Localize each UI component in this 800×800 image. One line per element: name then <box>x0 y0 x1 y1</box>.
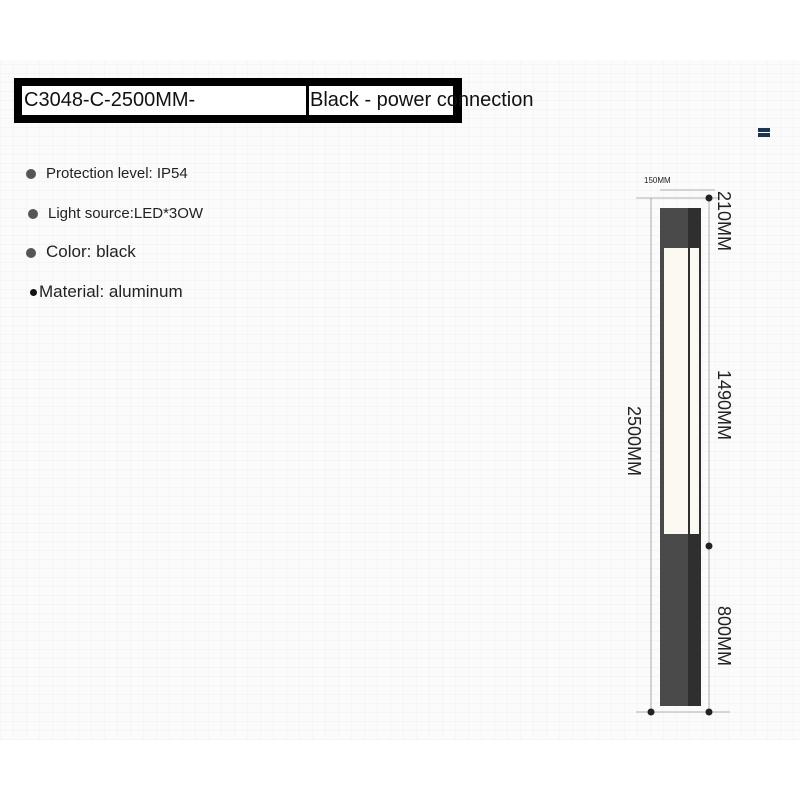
spec-item <box>30 282 183 302</box>
spec-item <box>26 165 188 182</box>
total-height-label: 2500MM <box>624 406 644 477</box>
bullet-icon <box>30 289 37 296</box>
dimension-point <box>706 195 713 202</box>
dimension-point <box>706 709 713 716</box>
bullet-icon <box>28 209 38 219</box>
menu-icon <box>758 128 770 137</box>
top-cap-label: 210MM <box>714 191 734 252</box>
lamp-light-panel <box>664 248 688 534</box>
spec-item <box>26 242 136 262</box>
lamp-light-panel-side <box>690 248 699 534</box>
bullet-icon <box>26 169 36 179</box>
spec-label: Color: black <box>46 242 136 261</box>
width-label: 150MM <box>644 176 671 185</box>
spec-label: Light source:LED*3OW <box>48 205 204 222</box>
product-model-title: C3048-C-2500MM- <box>24 89 196 111</box>
spec-label: Material: aluminum <box>39 282 183 301</box>
spec-item <box>28 205 203 222</box>
dimension-point <box>648 709 655 716</box>
base-section-label: 800MM <box>714 606 734 667</box>
product-variant-title: Black - power connection <box>310 89 534 111</box>
bullet-icon <box>26 248 36 258</box>
light-section-label: 1490MM <box>714 370 734 441</box>
dimension-point <box>706 543 713 550</box>
spec-label: Protection level: IP54 <box>46 165 188 182</box>
lamp-dimension-drawing <box>600 160 760 730</box>
